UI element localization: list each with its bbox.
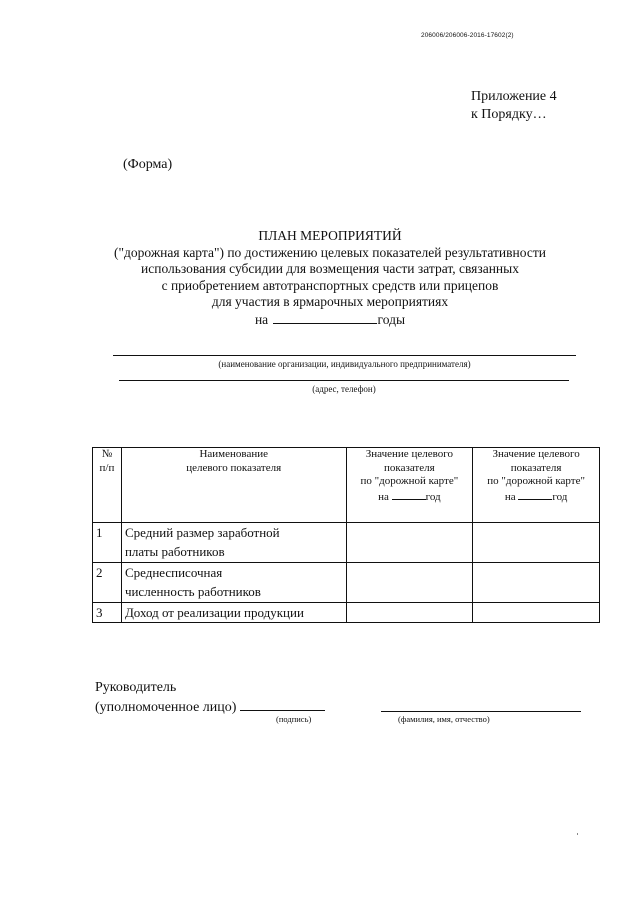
header-value-1-year-suffix: год bbox=[425, 490, 441, 503]
full-name-line[interactable] bbox=[381, 698, 581, 712]
table-row bbox=[93, 563, 600, 603]
header-name-line-1: Наименование bbox=[199, 448, 268, 460]
header-value-2-year-prefix: на bbox=[504, 490, 516, 503]
org-caption: (наименование организации, индивидуального предпринимателя) bbox=[218, 359, 471, 369]
signatory-subtitle-text: (уполномоченное лицо) bbox=[95, 700, 237, 715]
signature-line[interactable] bbox=[240, 697, 325, 711]
header-name-line-2: целевого показателя bbox=[186, 461, 282, 474]
full-name-caption: (фамилия, имя, отчество) bbox=[398, 714, 490, 724]
header-num bbox=[93, 448, 122, 523]
header-value-1-year-blank[interactable] bbox=[392, 489, 426, 500]
row-1-name-line-2: платы работников bbox=[124, 544, 225, 559]
signatory-title: Руководитель bbox=[95, 680, 177, 695]
document-id: 206006/206006-2016-17602(2) bbox=[421, 32, 514, 39]
table-row bbox=[93, 523, 600, 563]
header-num-line-1: № bbox=[101, 448, 113, 460]
row-2-num: 2 bbox=[93, 563, 122, 603]
title-line-5: для участия в ярмарочных мероприятиях bbox=[211, 294, 449, 309]
header-value-1-line-4 bbox=[347, 489, 473, 505]
row-1-value-2[interactable] bbox=[473, 523, 600, 563]
row-3-value-1[interactable] bbox=[346, 603, 473, 623]
header-value-1-line-3: по "дорожной карте" bbox=[360, 475, 459, 487]
title-line-2: ("дорожная карта") по достижению целевых показателей результативности bbox=[114, 244, 546, 260]
row-1-name-line-1: Средний размер заработной bbox=[124, 525, 280, 540]
org-name-line[interactable] bbox=[113, 355, 576, 356]
row-2-name-line-1: Среднесписочная bbox=[124, 565, 223, 580]
table-row bbox=[93, 603, 600, 623]
header-value-2-line-2: показателя bbox=[510, 461, 562, 474]
scan-mark bbox=[577, 833, 578, 835]
header-value-2-year-suffix: год bbox=[552, 490, 568, 503]
row-1-name bbox=[121, 523, 346, 563]
header-value-2-line-3: по "дорожной карте" bbox=[487, 475, 585, 487]
row-2-value-1[interactable] bbox=[346, 563, 473, 603]
years-prefix: на bbox=[254, 311, 269, 327]
row-1-num: 1 bbox=[93, 523, 122, 563]
row-3-num: 3 bbox=[93, 603, 122, 623]
title-years-line bbox=[60, 311, 600, 329]
signatory-block bbox=[95, 679, 325, 717]
address-caption: (адрес, телефон) bbox=[312, 384, 376, 394]
row-2-name-line-2: численность работников bbox=[124, 584, 261, 599]
header-num-line-2: п/п bbox=[99, 461, 115, 474]
appendix-note bbox=[471, 88, 557, 124]
row-3-name: Доход от реализации продукции bbox=[121, 603, 346, 623]
indicators-table bbox=[92, 447, 600, 623]
title-line-1: ПЛАН МЕРОПРИЯТИЙ bbox=[258, 228, 402, 243]
years-blank[interactable] bbox=[273, 311, 377, 324]
address-line[interactable] bbox=[119, 380, 569, 381]
plan-title bbox=[60, 228, 600, 328]
header-value-2-line-1: Значение целевого bbox=[492, 448, 580, 460]
title-line-3: использования субсидии для возмещения части затрат, связанных bbox=[141, 261, 519, 276]
header-value-1-line-2: показателя bbox=[384, 461, 435, 474]
row-2-value-2[interactable] bbox=[473, 563, 600, 603]
header-value-1-year-prefix: на bbox=[378, 490, 389, 503]
appendix-line-1: Приложение 4 bbox=[471, 89, 557, 104]
header-value-2 bbox=[473, 448, 600, 523]
row-2-name bbox=[121, 563, 346, 603]
title-line-4: с приобретением автотранспортных средств или прицепов bbox=[161, 277, 499, 293]
row-1-value-1[interactable] bbox=[346, 523, 473, 563]
row-3-value-2[interactable] bbox=[473, 603, 600, 623]
header-value-1-line-1: Значение целевого bbox=[365, 448, 453, 460]
header-value-1 bbox=[346, 448, 473, 523]
signature-caption: (подпись) bbox=[276, 714, 312, 724]
header-value-2-year-blank[interactable] bbox=[518, 489, 552, 500]
form-label: (Форма) bbox=[123, 157, 173, 172]
table-header-row bbox=[93, 448, 600, 523]
years-suffix: годы bbox=[377, 311, 406, 327]
header-value-2-line-4 bbox=[473, 489, 599, 505]
appendix-line-2: к Порядку… bbox=[471, 107, 547, 122]
header-name bbox=[121, 448, 346, 523]
